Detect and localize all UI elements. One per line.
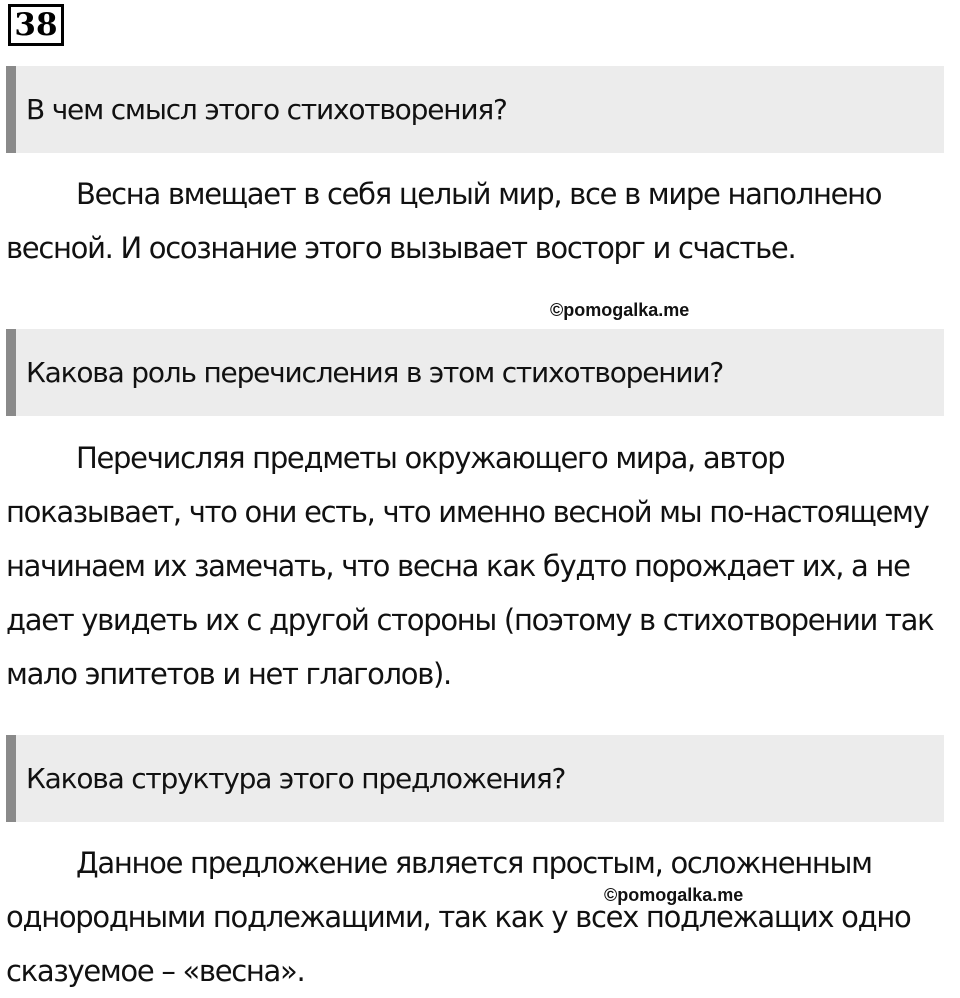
watermark-1: ©pomogalka.me bbox=[550, 300, 690, 320]
answer-text-3: Данное предложение является простым, осложненным однородными подлежащими, так как у всех подлежащих одно сказуемое – «весна». bbox=[6, 846, 911, 988]
question-box-1 bbox=[6, 66, 944, 153]
question-box-2 bbox=[6, 329, 944, 416]
watermark-2: ©pomogalka.me bbox=[604, 885, 744, 905]
page-number: 38 bbox=[8, 4, 64, 46]
question-box-3 bbox=[6, 735, 944, 822]
answer-text-2: Перечисляя предметы окружающего мира, автор показывает, что они есть, что именно весной мы по-настоящему начинаем их замечать, что весна как будто порождает их, а не дает увидеть их с другой стороны (поэтому в стихотворении так мало эпитетов и нет глаголов). bbox=[6, 441, 934, 691]
question-text-3: Какова структура этого предложения? bbox=[26, 762, 566, 795]
answer-text-1: Весна вмещает в себя целый мир, все в мире наполнено весной. И осознание этого вызывает восторг и счастье. bbox=[6, 177, 882, 265]
question-text-2: Какова роль перечисления в этом стихотворении? bbox=[26, 356, 724, 389]
question-text-1: В чем смысл этого стихотворения? bbox=[26, 93, 507, 126]
